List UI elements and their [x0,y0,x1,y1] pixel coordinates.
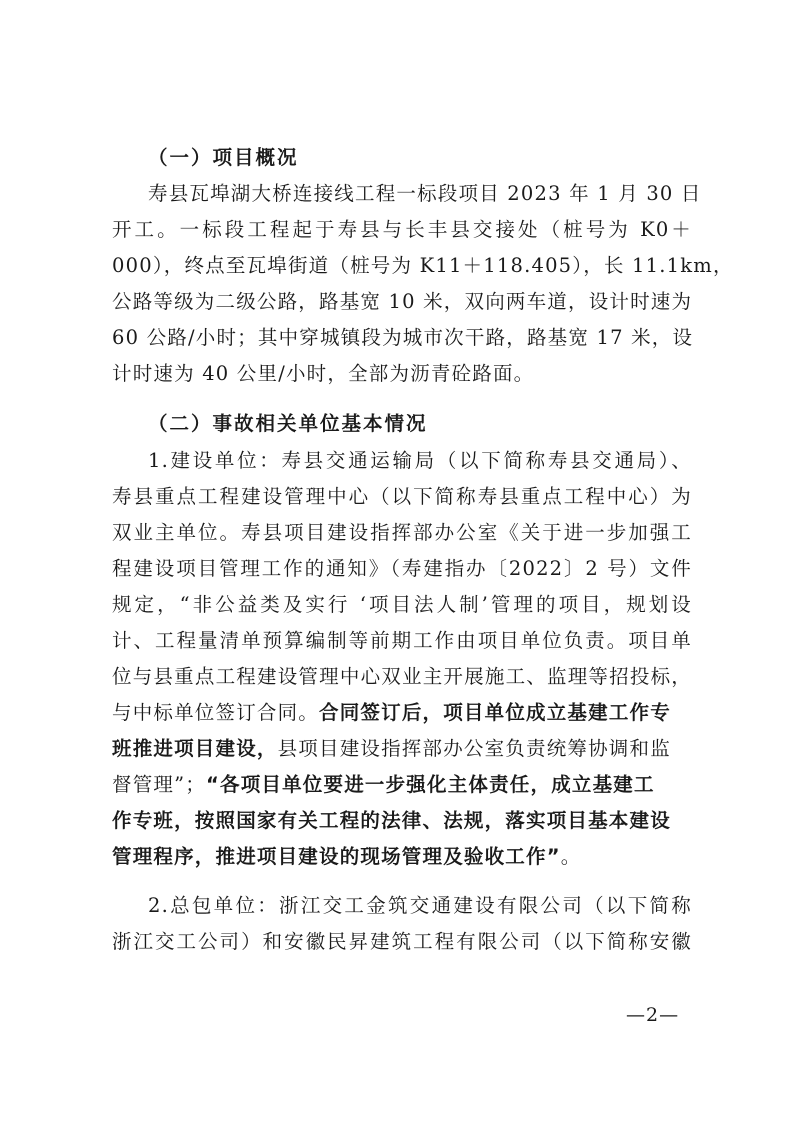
paragraph-line: 程建设项目管理工作的通知》（寿建指办〔2022〕2 号）文件 [112,557,692,580]
page-number: —2— [626,1004,680,1026]
normal-text: 县项目建设指挥部办公室负责统筹协调和监 [277,737,671,760]
paragraph-line: 公路等级为二级公路，路基宽 10 米，双向两车道，设计时速为 [112,290,693,313]
paragraph-line: 60 公路/小时；其中穿城镇段为城市次干路，路基宽 17 米，设 [112,326,694,349]
paragraph-line-mixed [112,731,692,767]
paragraph-line: 规定，“非公益类及实行 ‘项目法人制’管理的项目，规划设 [112,593,692,616]
paragraph-line-bold: 作专班，按照国家有关工程的法律、法规，落实项目基本建设 [112,809,671,832]
paragraph-line: 位与县重点工程建设管理中心双业主开展施工、监理等招投标， [112,665,692,688]
paragraph-line: 寿县重点工程建设管理中心（以下简称寿县重点工程中心）为 [112,485,692,508]
paragraph-line-mixed [112,767,692,803]
bold-text: 管理程序，推进项目建设的现场管理及验收工作” [112,845,561,868]
normal-text: 与中标单位签订合同。 [112,701,320,724]
paragraph-line: 开工。一标段工程起于寿县与长丰县交接处（桩号为 K0＋ [112,218,692,241]
bold-text: 班推进项目建设， [112,737,278,760]
paragraph-line: 双业主单位。寿县项目建设指挥部办公室《关于进一步加强工 [112,521,692,544]
normal-text: 督管理”； [112,773,206,796]
section-heading-related-units: （二）事故相关单位基本情况 [148,412,428,435]
paragraph-line-mixed [112,839,692,875]
paragraph-line: 1.建设单位：寿县交通运输局（以下简称寿县交通局）、 [148,449,692,472]
bold-text: 合同签订后，项目单位成立基建工作专 [319,701,671,724]
paragraph-line: 计、工程量清单预算编制等前期工作由项目单位负责。项目单 [112,629,692,652]
paragraph-line: 寿县瓦埠湖大桥连接线工程一标段项目 2023 年 1 月 30 日 [148,182,702,205]
normal-text: 。 [560,845,582,868]
section-heading-project-overview: （一）项目概况 [148,146,299,169]
paragraph-line: 浙江交工公司）和安徽民昇建筑工程有限公司（以下简称安徽 [112,930,692,953]
paragraph-line: 2.总包单位：浙江交工金筑交通建设有限公司（以下简称 [148,894,692,917]
paragraph-line: 000），终点至瓦埠街道（桩号为 K11＋118.405），长 11.1km， [112,254,734,277]
bold-text: “各项目单位要进一步强化主体责任，成立基建工 [205,773,655,796]
paragraph-line: 计时速为 40 公里/小时，全部为沥青砼路面。 [112,362,535,385]
paragraph-line-mixed [112,695,692,731]
